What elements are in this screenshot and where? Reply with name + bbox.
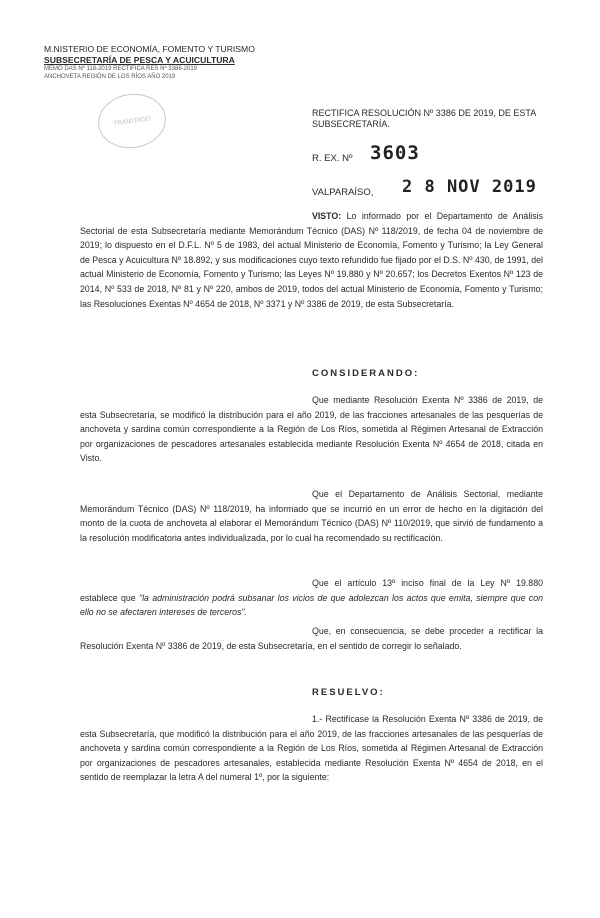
law-quote: "la administración podrá subsanar los vicios de que adolezcan los actos que emita, siempre que con ello no se afectaren intereses de terceros". bbox=[80, 592, 543, 618]
official-stamp bbox=[95, 90, 170, 153]
memo-reference: MEMO DAS Nº 118-2019 RECTIFICA RES Nº 3386-2019 bbox=[44, 66, 197, 72]
rex-number: 3603 bbox=[370, 142, 420, 164]
resuelvo-paragraph-1: 1.- Rectifícase la Resolución Exenta Nº 3386 de 2019, de esta Subsecretaría, que modificó la distribución para el año 2019, de las fracciones artesanales de las pesquerías de anchoveta y sardina común correspondiente a la Región de Los Ríos, sometida al Régimen Artesanal de Extracción por organizaciones de pescadores artesanales, establecida mediante Resolución Exenta Nº 4654 de 2018, en el sentido de reemplazar la letra A del numeral 1º, por la siguiente: bbox=[80, 714, 543, 783]
visto-paragraph bbox=[80, 209, 543, 311]
subject-reference: ANCHOVETA REGIÓN DE LOS RÍOS AÑO 2019 bbox=[44, 74, 176, 80]
place-city: VALPARAÍSO, bbox=[312, 187, 374, 198]
considerando-heading: CONSIDERANDO: bbox=[312, 368, 420, 379]
resuelvo-heading: RESUELVO: bbox=[312, 687, 385, 698]
rex-label: R. EX. Nº bbox=[312, 153, 353, 164]
subject-line-1: RECTIFICA RESOLUCIÓN Nº 3386 DE 2019, DE ESTA bbox=[312, 108, 537, 118]
subsecretariat-name: SUBSECRETARÍA DE PESCA Y ACUICULTURA bbox=[44, 54, 235, 65]
considerando-paragraph-4: Que, en consecuencia, se debe proceder a rectificar la Resolución Exenta Nº 3386 de 2019, de esta Subsecretaría, en el sentido de corregir lo señalado. bbox=[80, 626, 543, 651]
letterhead bbox=[44, 44, 255, 81]
date-stamp: 2 8 NOV 2019 bbox=[402, 177, 537, 197]
stamp-text: TRAMITADO bbox=[112, 114, 152, 128]
considerando-paragraph-1: Que mediante Resolución Exenta Nº 3386 de 2019, de esta Subsecretaría, se modificó la distribución para el año 2019, de las fracciones artesanales de las pesquerías de anchoveta y sardina común correspondiente a la Región de Los Ríos, sometida al Régimen Artesanal de Extracción por organizaciones de pescadores artesanales establecida mediante Resolución Exenta Nº 4654 de 2018, citada en Visto. bbox=[80, 395, 543, 464]
visto-label: VISTO: bbox=[312, 211, 342, 221]
ministry-name: M.NISTERIO DE ECONOMÍA, FOMENTO Y TURISMO bbox=[44, 44, 255, 54]
visto-text: Lo informado por el Departamento de Análisis Sectorial de esta Subsecretaría mediante Memorándum Técnico (DAS) Nº 118/2019, de fecha 04 de noviembre de 2019; lo dispuesto en el D.F.L. Nº 5 de 1983, del actual Ministerio de Economía, Fomento y Turismo; la Ley General de Pesca y Acuicultura Nº 18.892, y sus modificaciones cuyo texto refundido fue fijado por el D.S. Nº 430, de 1991, del actual Ministerio de Economía, Fomento y Turismo; las Leyes Nº 19.880 y Nº 20.657; los Decretos Exentos Nº 123 de 2014, Nº 533 de 2018, Nº 81 y Nº 220, ambos de 2019, todos del actual Ministerio de Economía, Fomento y Turismo; las Resoluciones Exentas Nº 4654 de 2018, Nº 3371 y Nº 3386 de 2019, de esta Subsecretaría. bbox=[80, 211, 543, 309]
considerando-paragraph-3: Que el artículo 13º inciso final de la Ley Nº 19.880 establece que "la administración podrá subsanar los vicios de que adolezcan los actos que emita, siempre que con ello no se afectaren intereses de terceros". bbox=[80, 578, 543, 618]
subject-line-2: SUBSECRETARÍA. bbox=[312, 119, 390, 129]
resolution-subject bbox=[312, 108, 552, 130]
considerando-paragraph-2: Que el Departamento de Análisis Sectorial, mediante Memorándum Técnico (DAS) Nº 118/2019, ha informado que se incurrió en un error de hecho en la digitación del monto de la cuota de anchoveta al elaborar el Memorándum Técnico (DAS) Nº 110/2019, que sirvió de fundamento a la resolución modificatoria antes individualizada, por lo cual ha recomendado su rectificación. bbox=[80, 489, 543, 543]
